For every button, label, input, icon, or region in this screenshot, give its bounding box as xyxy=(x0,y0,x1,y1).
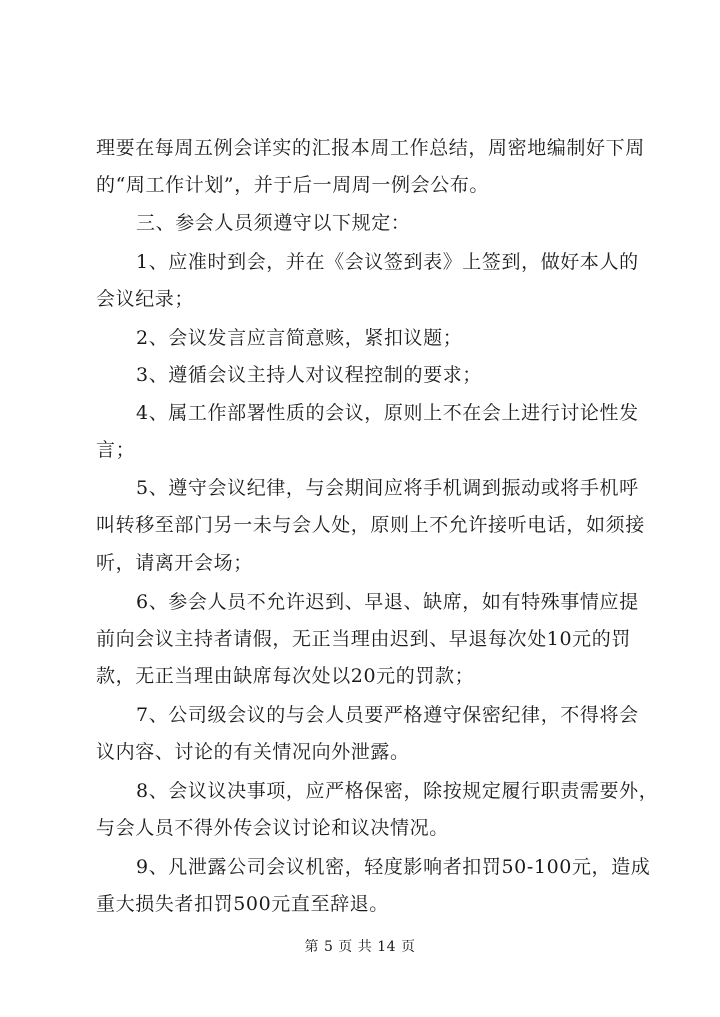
text-line: 7、公司级会议的与会人员要严格遵守保密纪律，不得将会 xyxy=(136,704,639,726)
section-heading: 三、参会人员须遵守以下规定： xyxy=(136,212,411,234)
text-line: 款，无正当理由缺席每次处以20元的罚款； xyxy=(96,665,475,687)
text-line: 5、遵守会议纪律，与会期间应将手机调到振动或将手机呼 xyxy=(136,477,639,499)
page-number-footer: 第 5 页 共 14 页 xyxy=(304,939,416,955)
text-line: 的“周工作计划”，并于后一周周一例会公布。 xyxy=(96,174,490,196)
text-line: 6、参会人员不允许迟到、早退、缺席，如有特殊事情应提 xyxy=(136,591,639,613)
text-line: 议内容、讨论的有关情况向外泄露。 xyxy=(96,741,410,763)
text-line: 2、会议发言应言简意赅，紧扣议题； xyxy=(136,327,463,349)
text-line: 8、会议议决事项，应严格保密，除按规定履行职责需要外， xyxy=(136,780,659,802)
text-line: 3、遵循会议主持人对议程控制的要求； xyxy=(136,364,482,386)
text-line: 叫转移至部门另一未与会人处，原则上不允许接听电话，如须接 xyxy=(96,514,645,536)
text-line: 前向会议主持者请假，无正当理由迟到、早退每次处10元的罚 xyxy=(96,628,631,650)
text-line: 言； xyxy=(96,439,136,461)
text-line: 与会人员不得外传会议讨论和议决情况。 xyxy=(96,817,449,839)
text-line: 1、应准时到会，并在《会议签到表》上签到，做好本人的 xyxy=(136,251,639,273)
text-line: 听，请离开会场； xyxy=(96,552,253,574)
text-line: 理要在每周五例会详实的汇报本周工作总结，周密地编制好下周 xyxy=(96,137,645,159)
text-line: 会议纪录； xyxy=(96,288,195,310)
text-line: 重大损失者扣罚500元直至辞退。 xyxy=(96,893,389,915)
text-line: 4、属工作部署性质的会议，原则上不在会上进行讨论性发 xyxy=(136,402,639,424)
text-line: 9、凡泄露公司会议机密，轻度影响者扣罚50-100元，造成 xyxy=(136,856,651,878)
